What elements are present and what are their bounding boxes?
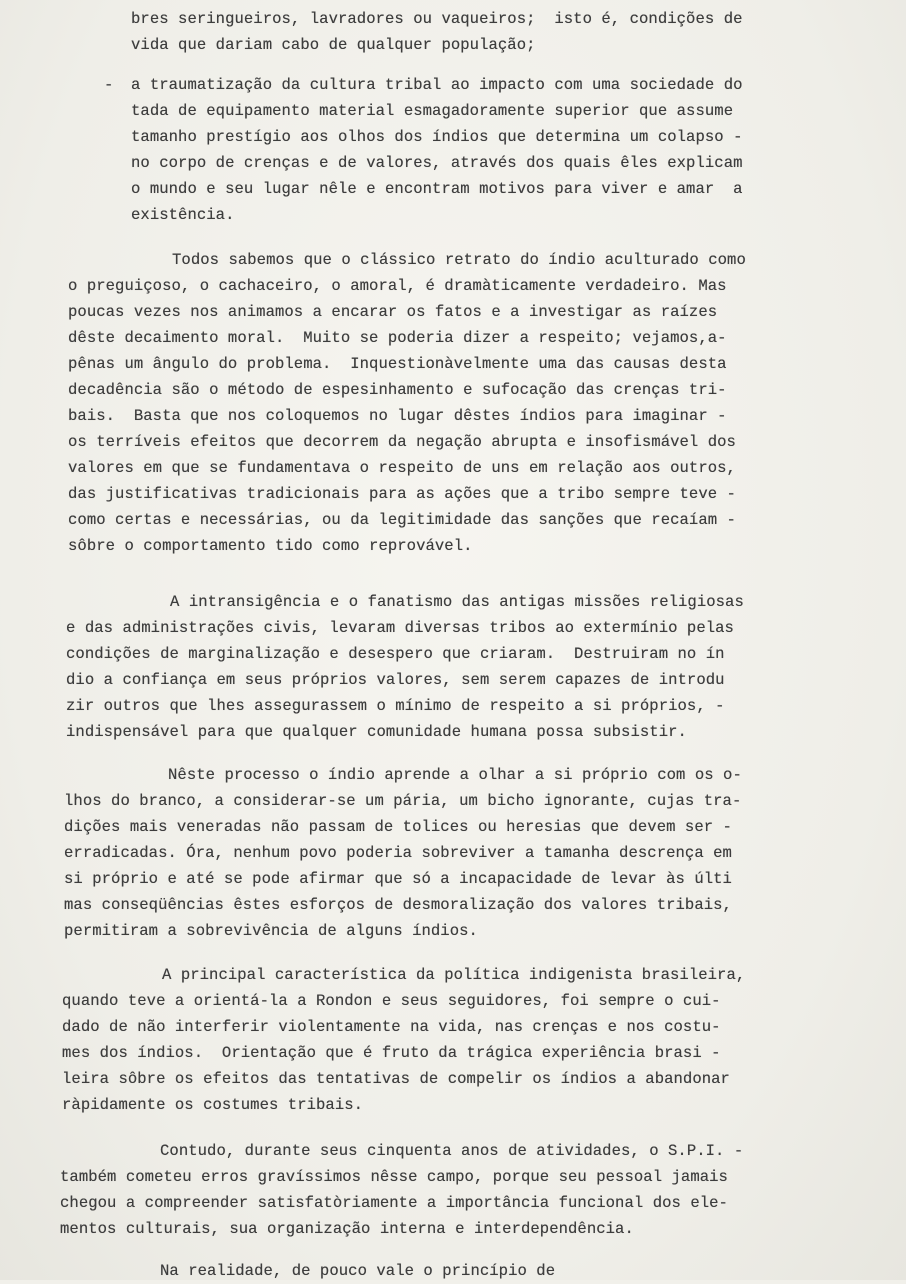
text-line: dado de não interferir violentamente na vida, nas crenças e nos costu- [62,1018,721,1036]
text-line: A principal característica da política indigenista brasileira, [162,966,746,984]
text-line: chegou a compreender satisfatòriamente a importância funcional dos ele- [60,1194,728,1212]
text-line: A intransigência e o fanatismo das antigas missões religiosas [170,593,744,611]
text-line: os terríveis efeitos que decorrem da negação abrupta e insofismável dos [68,433,736,451]
text-line: bais. Basta que nos coloquemos no lugar dêstes índios para imaginar - [68,407,727,425]
text-line: vida que dariam cabo de qualquer população; [131,36,536,54]
text-line: mes dos índios. Orientação que é fruto da trágica experiência brasi - [62,1044,721,1062]
text-line: o mundo e seu lugar nêle e encontram motivos para viver e amar a [131,180,743,198]
text-line: Na realidade, de pouco vale o princípio de [160,1262,556,1280]
text-line: dio a confiança em seus próprios valores, sem serem capazes de introdu [66,671,725,689]
text-line: também cometeu erros gravíssimos nêsse campo, porque seu pessoal jamais [60,1168,728,1186]
text-line: mentos culturais, sua organização interna e interdependência. [60,1220,634,1238]
text-line: poucas vezes nos animamos a encarar os fatos e a investigar as raízes [68,303,718,321]
text-line: erradicadas. Óra, nenhum povo poderia sobreviver a tamanha descrença em [64,844,732,862]
text-line: leira sôbre os efeitos das tentativas de compelir os índios a abandonar [62,1070,730,1088]
text-line: sôbre o comportamento tido como reprovável. [68,537,473,555]
text-line: lhos do branco, a considerar-se um pária, um bicho ignorante, cujas tra- [64,792,742,810]
text-line: Nêste processo o índio aprende a olhar a si próprio com os o- [168,766,742,784]
text-line: indispensável para que qualquer comunidade humana possa subsistir. [66,723,687,741]
text-line: ràpidamente os costumes tribais. [62,1096,364,1114]
text-line: valores em que se fundamentava o respeito de uns em relação aos outros, [68,459,736,477]
text-line: o preguiçoso, o cachaceiro, o amoral, é dramàticamente verdadeiro. Mas [68,277,727,295]
text-line: zir outros que lhes assegurassem o mínimo de respeito a si próprios, - [66,697,725,715]
text-line: no corpo de crenças e de valores, através dos quais êles explicam [131,154,743,172]
text-line: mas conseqüências êstes esforços de desmoralização dos valores tribais, [64,896,732,914]
text-line: a traumatização da cultura tribal ao impacto com uma sociedade do [131,76,743,94]
text-line: dições mais veneradas não passam de tolices ou heresias que devem ser - [64,818,732,836]
bullet-marker: - [104,76,114,94]
text-line: existência. [131,206,235,224]
text-line: como certas e necessárias, ou da legitimidade das sanções que recaíam - [68,511,736,529]
text-line: decadência são o método de espesinhamento e sufocação das crenças tri- [68,381,727,399]
text-line: das justificativas tradicionais para as ações que a tribo sempre teve - [68,485,736,503]
text-line: bres seringueiros, lavradores ou vaqueiros; isto é, condições de [131,10,743,28]
text-line: condições de marginalização e desespero que criaram. Destruiram no ín [66,645,725,663]
text-line: permitiram a sobrevivência de alguns índios. [64,922,478,940]
text-line: dêste decaimento moral. Muito se poderia dizer a respeito; vejamos,a- [68,329,727,347]
text-line: e das administrações civis, levaram diversas tribos ao extermínio pelas [66,619,734,637]
text-line: quando teve a orientá-la a Rondon e seus seguidores, foi sempre o cui- [62,992,721,1010]
text-line: pênas um ângulo do problema. Inquestionàvelmente uma das causas desta [68,355,727,373]
text-line: Todos sabemos que o clássico retrato do índio aculturado como [172,251,746,269]
text-line: tamanho prestígio aos olhos dos índios que determina um colapso - [131,128,743,146]
text-line: si próprio e até se pode afirmar que só a incapacidade de levar às últi [64,870,732,888]
text-line: tada de equipamento material esmagadoramente superior que assume [131,102,734,120]
text-line: Contudo, durante seus cinquenta anos de atividades, o S.P.I. - [160,1142,744,1160]
